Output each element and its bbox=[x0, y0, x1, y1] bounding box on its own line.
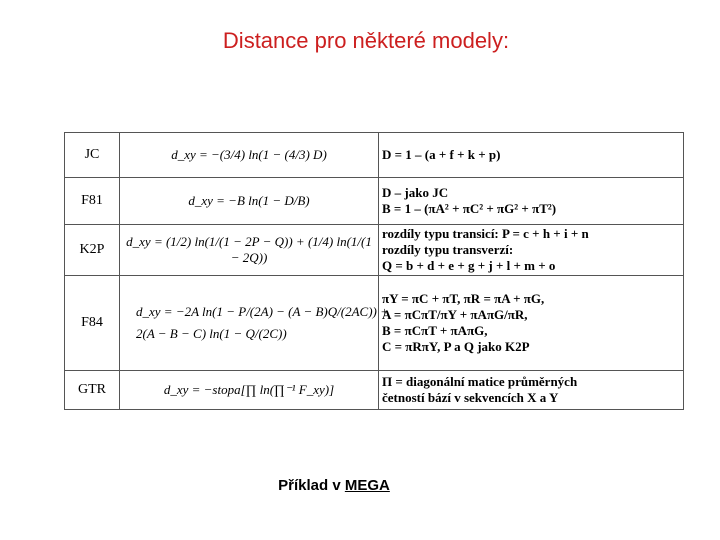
example-prefix: Příklad v bbox=[278, 477, 345, 494]
formula-line: d_xy = −stopa[∏ ln(∏⁻¹ F_xy)] bbox=[163, 382, 335, 397]
description-line: πY = πC + πT, πR = πA + πG, bbox=[382, 291, 545, 306]
model-name: K2P bbox=[65, 225, 120, 276]
description-line: rozdíly typu transicí: P = c + h + i + n bbox=[382, 226, 589, 241]
slide-title: Distance pro některé modely: bbox=[222, 28, 510, 53]
table-row bbox=[65, 178, 684, 225]
table-row bbox=[65, 276, 684, 371]
distance-models-table bbox=[64, 132, 684, 410]
mega-link[interactable]: MEGA bbox=[344, 477, 390, 494]
table-row bbox=[65, 225, 684, 276]
example-label bbox=[0, 477, 668, 494]
model-description bbox=[379, 178, 684, 225]
description-line: Q = b + d + e + g + j + l + m + o bbox=[382, 258, 556, 273]
description-line: D = 1 – (a + f + k + p) bbox=[382, 147, 501, 162]
model-name: JC bbox=[65, 133, 120, 178]
formula-line: 2(A − B − C) ln(1 − Q/(2C)) bbox=[136, 326, 287, 341]
description-line: B = πCπT + πAπG, bbox=[382, 323, 488, 338]
distance-formula bbox=[120, 371, 379, 410]
description-line: rozdíly typu transverzí: bbox=[382, 242, 514, 257]
model-description bbox=[379, 225, 684, 276]
formula-line: d_xy = (1/2) ln(1/(1 − 2P − Q)) + (1/4) ln(1/(1 − 2Q)) bbox=[126, 234, 372, 265]
model-description bbox=[379, 371, 684, 410]
table-row bbox=[65, 371, 684, 410]
description-line: C = πRπY, P a Q jako K2P bbox=[382, 339, 530, 354]
formula-line: d_xy = −2A ln(1 − P/(2A) − (A − B)Q/(2AC)) + bbox=[136, 304, 389, 319]
model-name: GTR bbox=[65, 371, 120, 410]
description-line: A = πCπT/πY + πAπG/πR, bbox=[382, 307, 528, 322]
formula-line: d_xy = −B ln(1 − D/B) bbox=[188, 193, 310, 208]
distance-formula bbox=[120, 178, 379, 225]
model-name: F81 bbox=[65, 178, 120, 225]
table-row bbox=[65, 133, 684, 178]
description-line: četností bází v sekvencích X a Y bbox=[382, 390, 559, 405]
description-line: D – jako JC bbox=[382, 185, 449, 200]
model-description bbox=[379, 133, 684, 178]
description-line: B = 1 – (πA² + πC² + πG² + πT²) bbox=[382, 201, 557, 216]
model-name: F84 bbox=[65, 276, 120, 371]
model-description bbox=[379, 276, 684, 371]
formula-line: d_xy = −(3/4) ln(1 − (4/3) D) bbox=[171, 147, 327, 162]
distance-formula bbox=[120, 225, 379, 276]
description-line: Π = diagonální matice průměrných bbox=[382, 374, 578, 389]
distance-formula bbox=[120, 133, 379, 178]
distance-formula bbox=[120, 276, 389, 371]
